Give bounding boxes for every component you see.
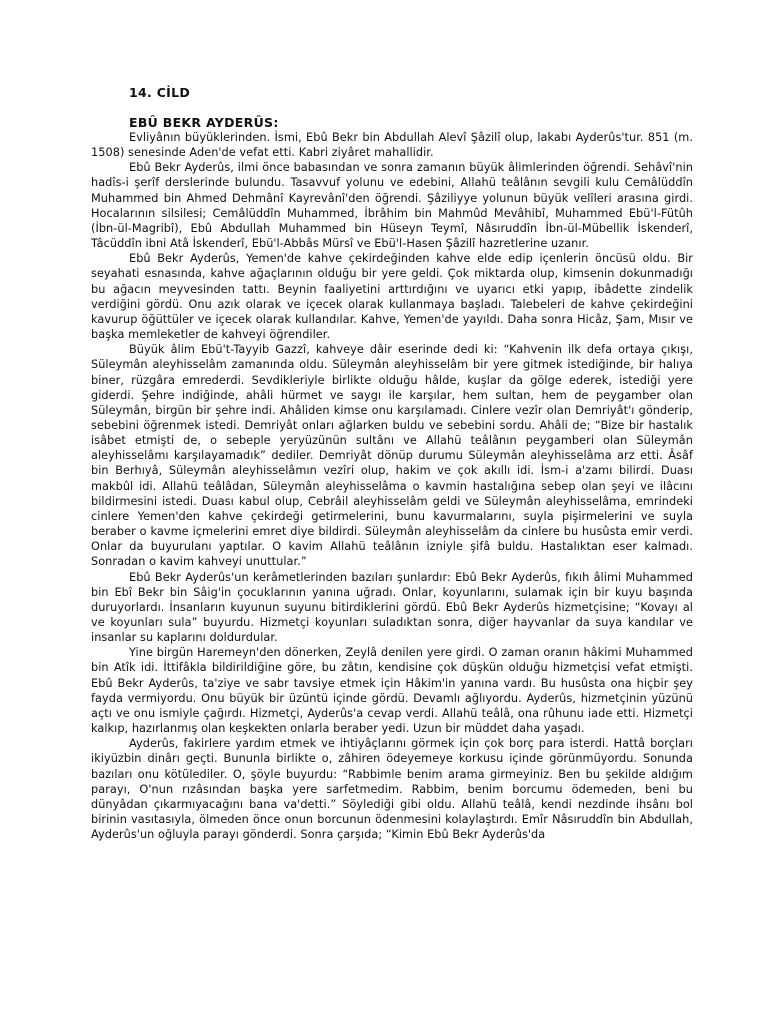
paragraph: Ayderûs, fakirlere yardım etmek ve ihtiyâçlarını görmek için çok borç para isterdi. Hattâ borçları ikiyüzbin dinârı geçti. Bununla birlikte o, zâhiren ödeyemeye korkusu içinde görünmüyordu. Sonunda bazıları onu kötülediler. O, şöyle buyurdu: “Rabbimle benim arama girmeyiniz. Ben bu şekilde aldığım parayı, O'nun rızâsından başka yere sarfetmedim. Rabbim, benim borcumu ödemeden, beni bu dünyâdan çıkarmıyacağını bana va'detti.” Söylediği gibi oldu. Allahü teâlâ, kendi nezdinde ihsânı bol birinin vasıtasıyla, ölmeden önce onun borcunun ödenmesini kolaylaştırdı. Emîr Nâsıruddîn bin Abdullah, Ayderûs'un oğluyla parayı gönderdi. Sonra çarşıda; “Kimin Ebû Bekr Ayderûs'da (91, 737, 693, 842)
paragraph: Ebû Bekr Ayderûs'un kerâmetlerinden bazıları şunlardır: Ebû Bekr Ayderûs, fıkıh âlimi Muhammed bin Ebî Bekr bin Sâig'in çocuklarının yanına uğradı. Onlar, koyunlarını, sulamak için bir kuyu başında duruyorlardı. İnsanların kuyunun suyunu bitirdiklerini gördü. Ebû Bekr Ayderûs hizmetçisine; “Kovayı al ve koyunları sula” buyurdu. Hizmetçi koyunları suladıktan sonra, diğer hayvanlar da suya kandılar ve insanlar su kaplarını doldurdular. (91, 570, 693, 645)
article-title: EBÛ BEKR AYDERÛS: (129, 115, 279, 130)
paragraph: Yine birgün Haremeyn'den dönerken, Zeylâ denilen yere girdi. O zaman oranın hâkimi Muhammed bin Atîk idi. İttifâkla bildirildiğine göre, bu zâtın, kendisine çok düşkün olduğu hizmetçisi vefat etmişti. Ebû Bekr Ayderûs, ta'ziye ve sabr tavsiye etmek için Hâkim'in yanına vardı. Bu husûsta ona hiçbir şey fayda vermiyordu. Onu büyük bir üzüntü içinde gördü. Devamlı ağlıyordu. Ayderûs, hizmetçinin yüzünü açtı ve onu ismiyle çağırdı. Hizmetçi, Ayderûs'a cevap verdi. Allahü teâlâ, ona rûhunu iade etti. Hizmetçi kalkıp, hazırlanmış olan keşkekten onlarla beraber yedi. Uzun bir müddet daha yaşadı. (91, 646, 693, 736)
paragraph: Büyük âlim Ebü't-Tayyib Gazzî, kahveye dâir eserinde dedi ki: “Kahvenin ilk defa ortaya çıkışı, Süleymân aleyhisselâm zamanında oldu. Süleymân aleyhisselâm bir yere gitmek istediğinde, bir halıya biner, rüzgâra emrederdi. Sevdikleriyle birlikte olduğu hâlde, kuşlar da gölge ederek, istediği yere giderdi. Şehre indiğinde, ahâli hürmet ve saygı ile karşılar, hem sultan, hem de peygamber olan Süleymân, birgün bir şehre indi. Ahâliden kimse onu karşılamadı. Cinlere vezîr olan Demriyât'ı gönderip, sebebini öğrenmek istedi. Demriyât onları ağlarken buldu ve sebebini sordu. Ahâli de; “Bize bir hastalık isâbet etmişti de, o sebeple yeryüzünün sultânı ve Allahü teâlânın peygamberi olan Süleymân aleyhisselâmı karşılayamadık” dediler. Demriyât dönüp durumu Süleymân aleyhisselâma arz etti. Âsâf bin Berhıyâ, Süleymân aleyhisselâmın vezîri olup, hakim ve çok akıllı idi. İsm-i a'zamı bilirdi. Duası makbûl idi. Allahü teâlâdan, Süleymân aleyhisselâma o kavmin hastalığına sebep olan şeyi ve ilâcını bildirmesini istedi. Duası kabul olup, Cebrâil aleyhisselâm geldi ve Süleymân aleyhisselâma, emrindeki cinlere Yemen'den kahve çekirdeği getirmelerini, bunu kavurmalarını, suyla pişirmelerini ve suyla beraber o kavme içmelerini emret diye bildirdi. Süleymân aleyhisselâm da cinlere bu husûsta emir verdi. Onlar da buyurulanı yaptılar. O kavim Allahü teâlânın izniyle şifâ buldu. Hastalıktan eser kalmadı. Sonradan o kavim kahveyi unuttular.” (91, 343, 693, 569)
paragraph: Ebû Bekr Ayderûs, Yemen'de kahve çekirdeğinden kahve elde edip içenlerin öncüsü oldu. Bir seyahati esnasında, kahve ağaçlarının olduğu bir yere geldi. Çok miktarda olup, kimsenin dokunmadığı bu ağacın meyvesinden tattı. Beynin faaliyetini arttırdığını ve uyarıcı etki yapıp, ibâdette zindelik verdiğini gördü. Onu azık olarak ve içecek olarak kullanmaya başladı. Talebeleri de kahve çekirdeğini kavurup öğüttüler ve içecek olarak kullandılar. Kahve, Yemen'de yayıldı. Daha sonra Hicâz, Şam, Mısır ve başka memleketler de kahveyi öğrendiler. (91, 252, 693, 342)
paragraph: Ebû Bekr Ayderûs, ilmi önce babasından ve sonra zamanın büyük âlimlerinden öğrendi. Sehâvî'nin hadîs-i şerîf derslerinde bulundu. Tasavvuf yolunu ve edebini, Allahü teâlânın sevgili kulu Cemâlüddîn Muhammed bin Ahmed Dehmânî Kayrevânî'den öğrendi. Şâziliyye yolunun büyük velîleri arasına girdi. Hocalarının silsilesi; Cemâlüddîn Muhammed, İbrâhim bin Mahmûd Mevâhibî, Muhammed Ebü'l-Fütûh (İbn-ül-Magribî), Ebû Abdullah Muhammed bin Hüseyn Teymî, Nâsıruddîn İbn-ül-Mübellik İskenderî, Tâcüddîn ibni Atâ İskenderî, Ebü'l-Abbâs Mürsî ve Ebü'l-Hasen Şâzilî hazretlerine uzanır. (91, 161, 693, 251)
paragraph: Evliyânın büyüklerinden. İsmi, Ebû Bekr bin Abdullah Alevî Şâzilî olup, lakabı Ayderûs'tur. 851 (m. 1508) senesinde Aden'de vefat etti. Kabri ziyâret mahallidir. (91, 131, 693, 160)
article (91, 115, 693, 842)
volume-heading: 14. CİLD (129, 85, 191, 100)
